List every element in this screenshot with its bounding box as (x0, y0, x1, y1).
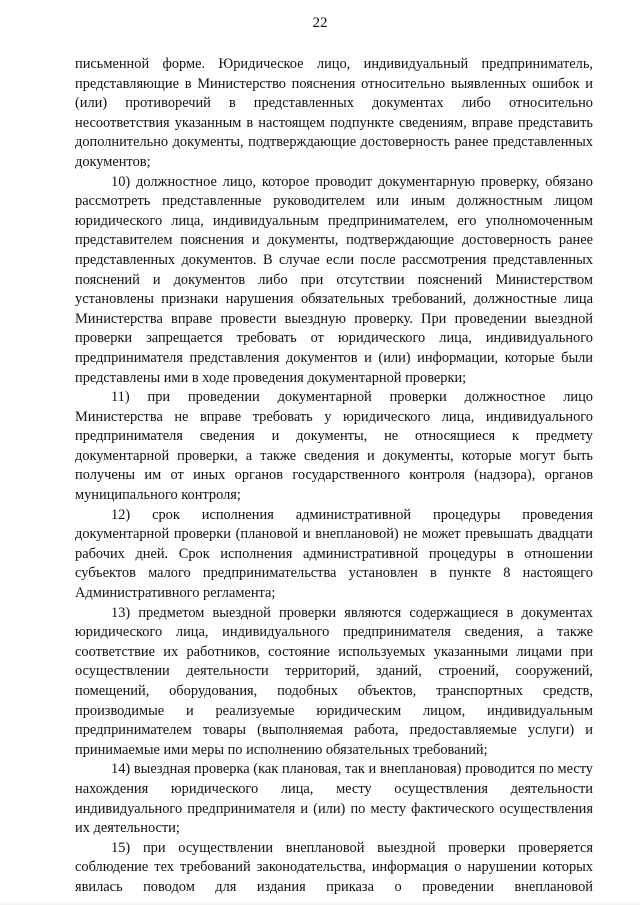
paragraph-item-13: 13) предметом выездной проверки являются содержащиеся в документах юридического лица, индивидуального предпринимателя сведения, а также соответствие их работников, состояние используемых указанными лицами при осуществлении деятельности территорий, зданий, строений, сооружений, помещений, оборудования, подобных объектов, транспортных средств, производимые и реализуемые юридическим лицом, индивидуальным предпринимателем товары (выполняемая работа, предоставляемые услуги) и принимаемые ими меры по исполнению обязательных требований; (75, 604, 593, 758)
scan-edge-artifact (0, 901, 640, 905)
document-body (75, 55, 593, 898)
paragraph-item-14: 14) выездная проверка (как плановая, так и внеплановая) проводится по месту нахождения юридического лица, месту осуществления деятельности индивидуального предпринимателя и (или) по месту фактического осуществления их деятельности; (75, 761, 593, 837)
paragraph-continuation: письменной форме. Юридическое лицо, индивидуальный предприниматель, представляющие в Министерство пояснения относительно выявленных ошибок и (или) противоречий в представленных документах либо относительно несоответствия указанным в настоящем подпункте сведениям, вправе представить дополнительно документы, подтверждающие достоверность ранее представленных документов; (75, 56, 593, 170)
paragraph-item-10: 10) должностное лицо, которое проводит документарную проверку, обязано рассмотреть представленные руководителем или иным должностным лицом юридического лица, индивидуальным предпринимателем, его уполномоченным представителем пояснения и документы, подтверждающие достоверность ранее представленных документов. В случае если после рассмотрения представленных пояснений и документов либо при отсутствии пояснений Министерством установлены признаки нарушения обязательных требований, должностные лица Министерства вправе провести выездную проверку. При проведении выездной проверки запрещается требовать от юридического лица, индивидуального предпринимателя представления документов и (или) информации, которые были представлены ими в ходе проведения документарной проверки; (75, 173, 593, 386)
paragraph-item-15: 15) при осуществлении внеплановой выездной проверки проверяется соблюдение тех требований законодательства, информация о нарушении которых явилась поводом для издания приказа о проведении внеплановой (75, 839, 593, 895)
paragraph-item-11: 11) при проведении документарной проверки должностное лицо Министерства не вправе требовать у юридического лица, индивидуального предпринимателя сведения и документы, не относящиеся к предмету документарной проверки, а также сведения и документы, которые могут быть получены им от иных органов государственного контроля (надзора), органов муниципального контроля; (75, 389, 593, 504)
paragraph-item-12: 12) срок исполнения административной процедуры проведения документарной проверки (плановой и внеплановой) не может превышать двадцати рабочих дней. Срок исполнения административной процедуры в отношении субъектов малого предпринимательства установлен в пункте 8 настоящего Административного регламента; (75, 506, 593, 602)
page-number: 22 (312, 15, 328, 31)
